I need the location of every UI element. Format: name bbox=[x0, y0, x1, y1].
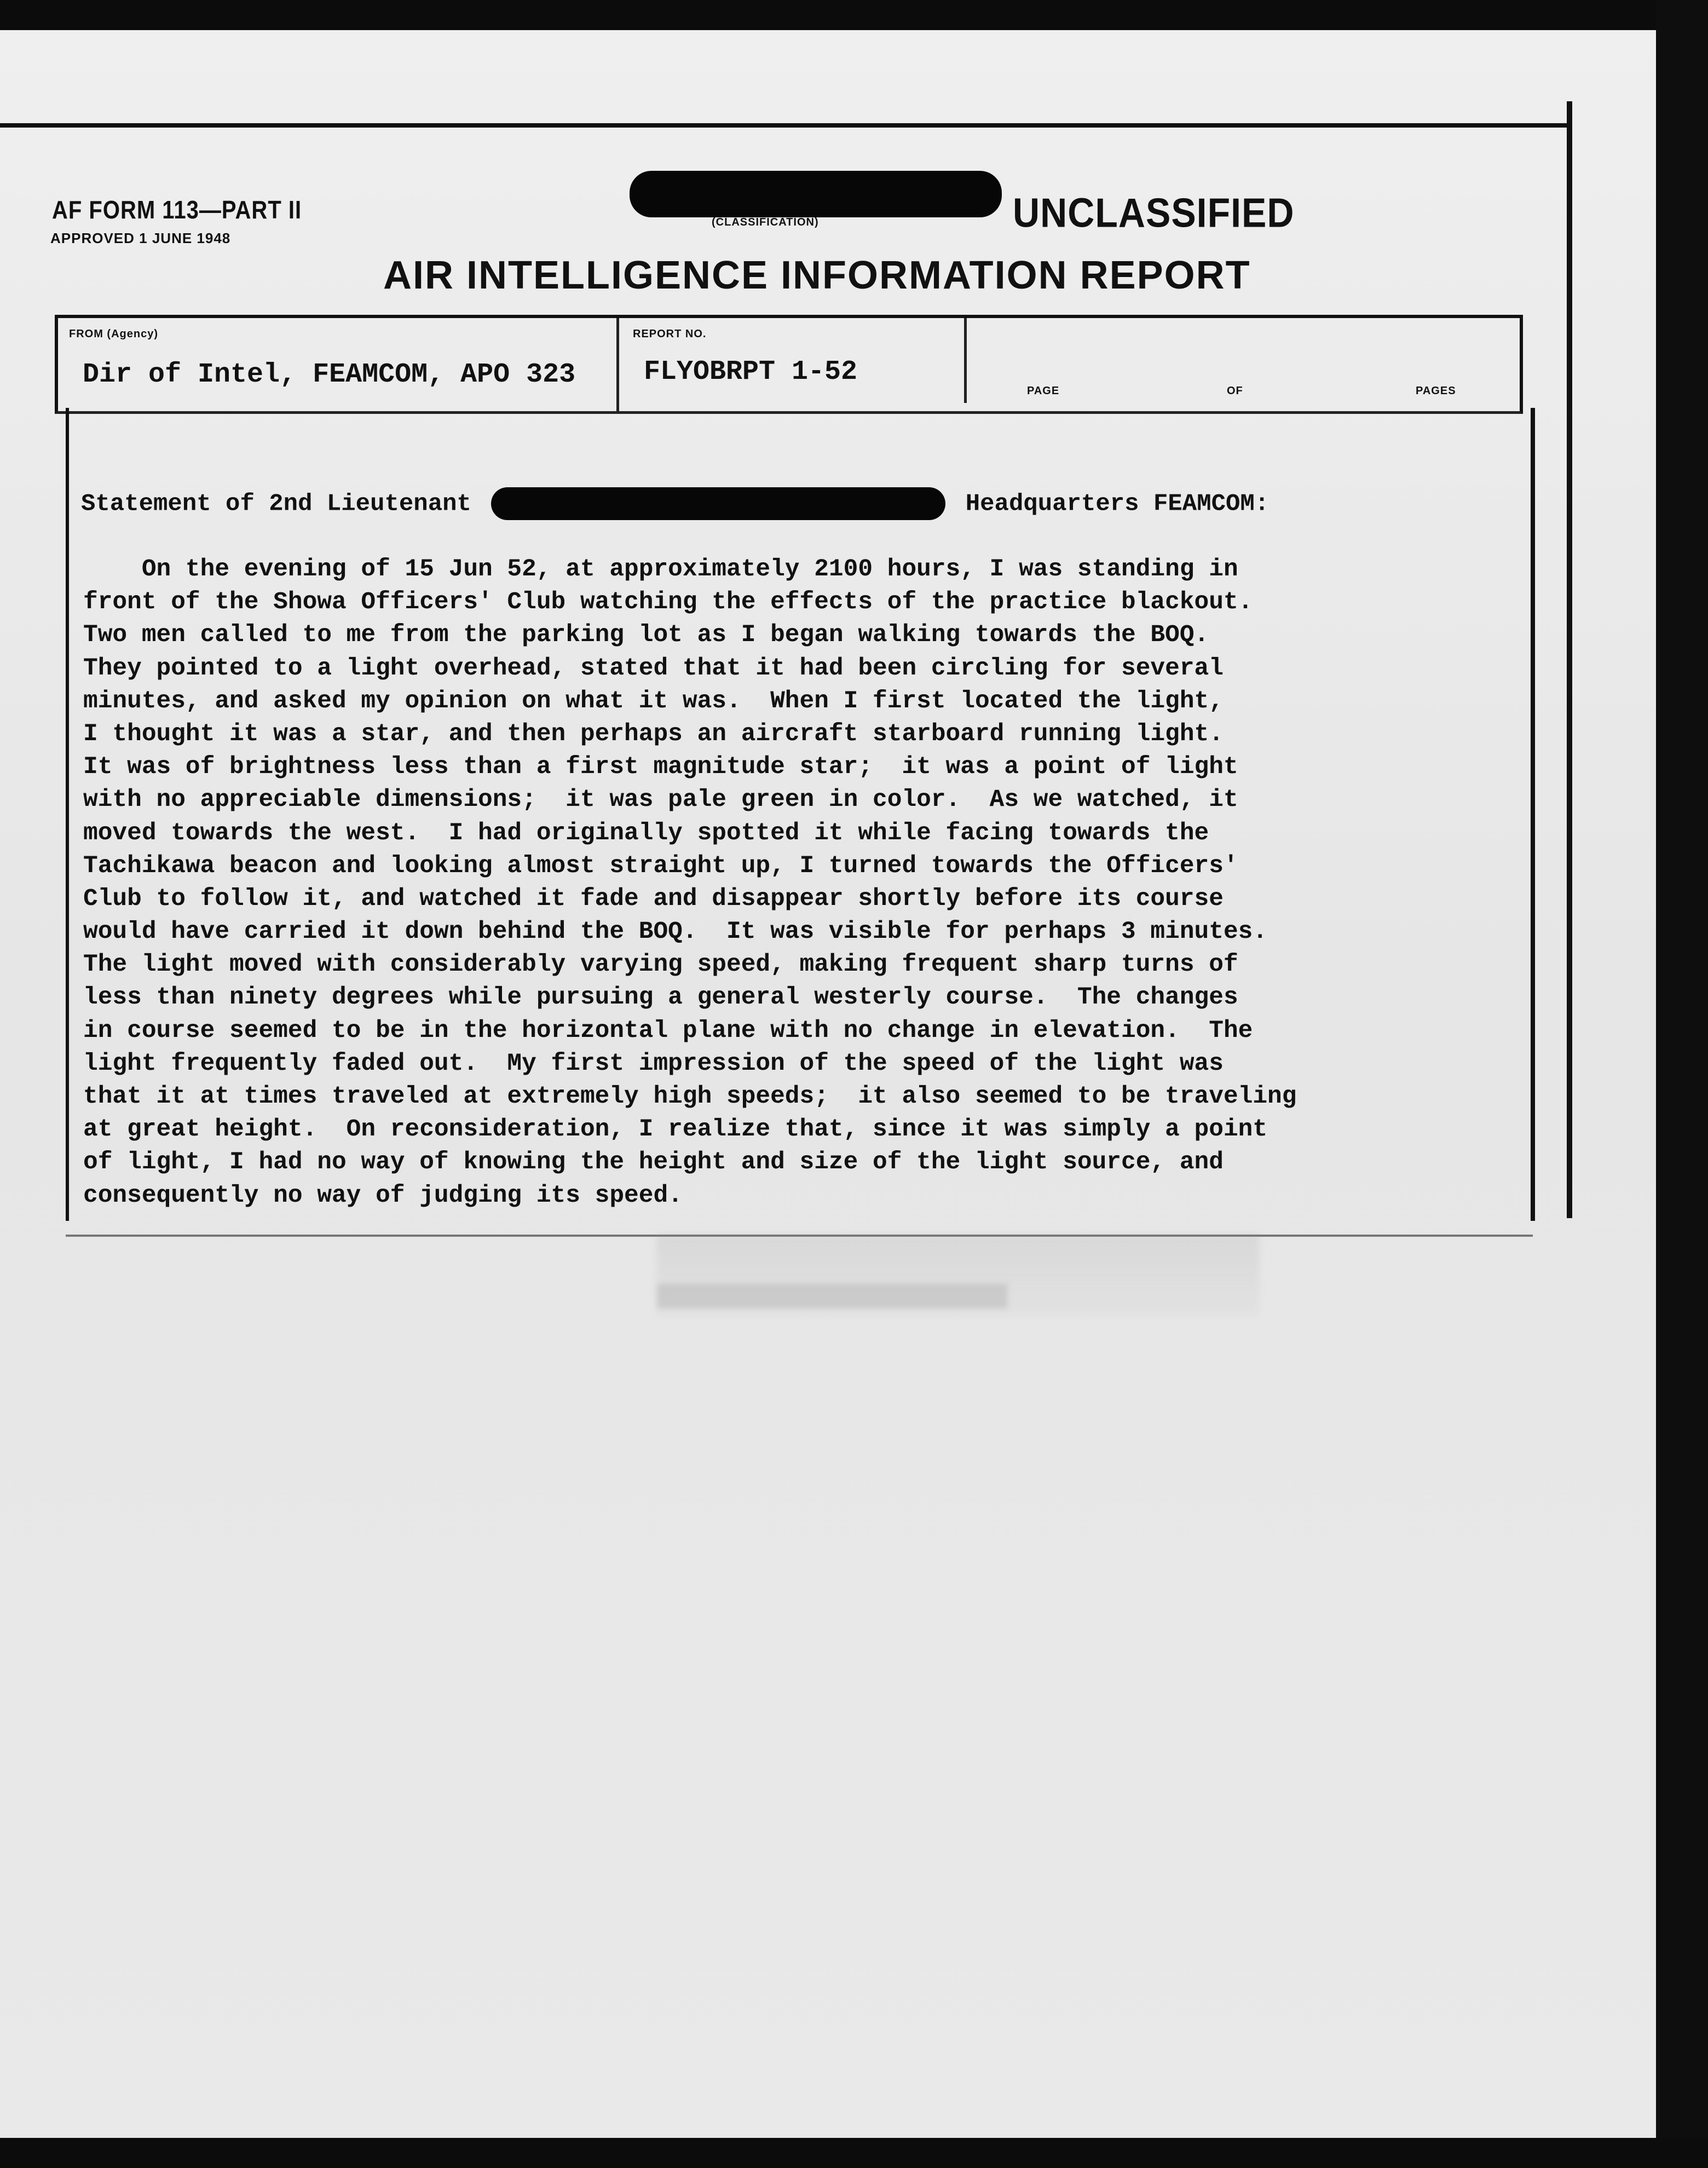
name-redaction bbox=[491, 487, 945, 520]
body-line: with no appreciable dimensions; it was pale green in color. As we watched, it bbox=[83, 786, 1238, 814]
scan-edge-bottom bbox=[0, 2138, 1708, 2168]
form-frame-top-rule bbox=[0, 123, 1571, 128]
bleed-through-shadow bbox=[657, 1284, 1007, 1308]
report-header-box bbox=[55, 315, 1523, 414]
body-line: Tachikawa beacon and looking almost straight up, I turned towards the Officers' bbox=[83, 852, 1238, 880]
body-line: On the evening of 15 Jun 52, at approximately 2100 hours, I was standing in bbox=[83, 556, 1238, 583]
body-line: less than ninety degrees while pursuing a general westerly course. The changes bbox=[83, 984, 1238, 1012]
from-value: Dir of Intel, FEAMCOM, APO 323 bbox=[83, 359, 576, 390]
statement-suffix: Headquarters FEAMCOM: bbox=[951, 490, 1270, 518]
body-line: consequently no way of judging its speed. bbox=[83, 1181, 683, 1209]
body-line: The light moved with considerably varying speed, making frequent sharp turns of bbox=[83, 951, 1238, 979]
body-line: would have carried it down behind the BOQ. It was visible for perhaps 3 minutes. bbox=[83, 918, 1268, 946]
of-label: OF bbox=[1227, 385, 1243, 397]
form-number: AF FORM 113—PART II bbox=[52, 196, 302, 224]
scan-edge-right bbox=[1656, 0, 1708, 2168]
header-divider bbox=[616, 318, 619, 411]
body-line: of light, I had no way of knowing the height and size of the light source, and bbox=[83, 1149, 1224, 1177]
classification-label: (CLASSIFICATION) bbox=[712, 216, 819, 228]
classification-stamp: UNCLASSIFIED bbox=[1013, 190, 1295, 236]
report-title: AIR INTELLIGENCE INFORMATION REPORT bbox=[383, 253, 1251, 297]
form-approval-date: APPROVED 1 JUNE 1948 bbox=[50, 230, 231, 246]
pages-label: PAGES bbox=[1416, 385, 1456, 397]
page-label: PAGE bbox=[1027, 385, 1060, 397]
body-line: minutes, and asked my opinion on what it was. When I first located the light, bbox=[83, 687, 1224, 715]
report-body-text bbox=[83, 553, 1296, 1212]
report-no-value: FLYOBRPT 1-52 bbox=[644, 356, 858, 388]
header-divider bbox=[964, 318, 967, 403]
body-line: I thought it was a star, and then perhaps an aircraft starboard running light. bbox=[83, 720, 1224, 748]
statement-line bbox=[81, 487, 1269, 520]
classification-redaction bbox=[630, 171, 1002, 217]
from-label: FROM (Agency) bbox=[69, 328, 158, 340]
body-line: It was of brightness less than a first magnitude star; it was a point of light bbox=[83, 753, 1238, 781]
body-line: at great height. On reconsideration, I realize that, since it was simply a point bbox=[83, 1116, 1268, 1144]
form-frame-right-rule bbox=[1567, 101, 1572, 1218]
body-line: moved towards the west. I had originally spotted it while facing towards the bbox=[83, 819, 1209, 847]
statement-prefix: Statement of 2nd Lieutenant bbox=[81, 490, 486, 518]
body-line: front of the Showa Officers' Club watching the effects of the practice blackout. bbox=[83, 589, 1253, 616]
body-line: Two men called to me from the parking lot as I began walking towards the BOQ. bbox=[83, 621, 1209, 649]
body-line: Club to follow it, and watched it fade and disappear shortly before its course bbox=[83, 885, 1224, 913]
body-line: light frequently faded out. My first impression of the speed of the light was bbox=[83, 1050, 1224, 1077]
body-line: They pointed to a light overhead, stated that it had been circling for several bbox=[83, 654, 1224, 682]
body-line: that it at times traveled at extremely high speeds; it also seemed to be traveling bbox=[83, 1083, 1297, 1110]
report-no-label: REPORT NO. bbox=[633, 328, 707, 340]
body-line: in course seemed to be in the horizontal plane with no change in elevation. The bbox=[83, 1017, 1253, 1045]
